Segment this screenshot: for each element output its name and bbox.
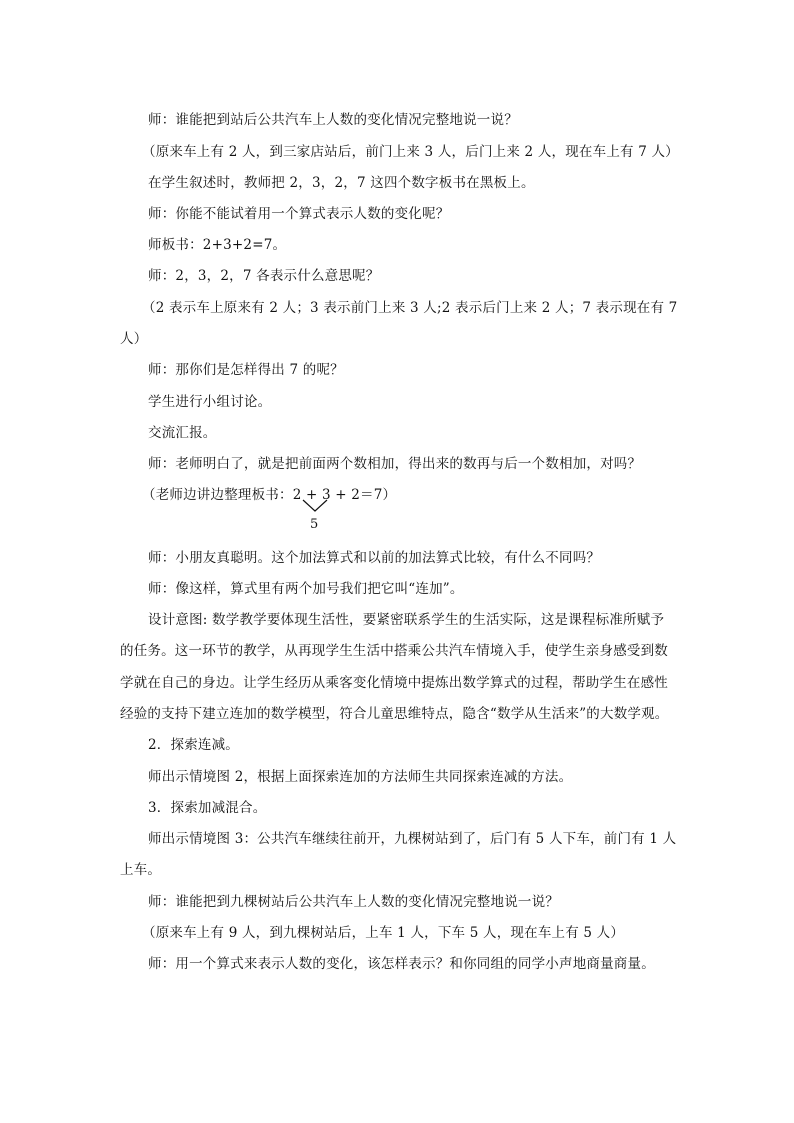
paragraph-line: 师：谁能把到九棵树站后公共汽车上人数的变化情况完整地说一说？ bbox=[148, 894, 559, 910]
paragraph-line: 师：那你们是怎样得出 7 的呢？ bbox=[148, 362, 344, 378]
paragraph-line: 师：2，3，2，7 各表示什么意思呢？ bbox=[148, 268, 380, 284]
paragraph-line: 师：像这样，算式里有两个加号我们把它叫“连加”。 bbox=[148, 581, 464, 597]
paragraph-line: （原来车上有 9 人，到九棵树站后，上车 1 人，下车 5 人，现在车上有 5 人） bbox=[142, 925, 625, 941]
section-heading: 2．探索连减。 bbox=[148, 737, 239, 753]
paragraph-line: 的任务。这一环节的教学，从再现学生生活中搭乘公共汽车情境入手，使学生亲身感受到数 bbox=[120, 643, 668, 659]
paragraph-line: 经验的支持下建立连加的数学模型，符合儿童思维特点，隐含“数学从生活来”的大数学观。 bbox=[120, 706, 669, 722]
paragraph-line: 师板书：2+3+2=7。 bbox=[148, 237, 287, 253]
board-writing-line: （老师边讲边整理板书：2 + 3 + 2＝7） bbox=[142, 487, 397, 503]
paragraph-line: （原来车上有 2 人，到三家店站后，前门上来 3 人，后门上来 2 人，现在车上有 7 人） bbox=[142, 144, 679, 160]
paragraph-line: （2 表示车上原来有 2 人；3 表示前门上来 3 人;2 表示后门上来 2 人；7 表示现在有 7 bbox=[142, 300, 678, 316]
paragraph-line: 交流汇报。 bbox=[148, 425, 217, 441]
paragraph-line: 师：用一个算式来表示人数的变化，该怎样表示？和你同组的同学小声地商量商量。 bbox=[148, 956, 655, 972]
paragraph-line: 师出示情境图 2，根据上面探索连加的方法师生共同探索连减的方法。 bbox=[148, 769, 573, 785]
paragraph-line: 设计意图: 数学教学要体现生活性，要紧密联系学生的生活实际，这是课程标准所赋予 bbox=[148, 612, 665, 628]
paragraph-line: 师出示情境图 3：公共汽车继续往前开，九棵树站到了，后门有 5 人下车，前门有 1 人 bbox=[148, 831, 677, 847]
section-heading: 3．探索加减混合。 bbox=[148, 800, 267, 816]
paragraph-line: 师：谁能把到站后公共汽车上人数的变化情况完整地说一说？ bbox=[148, 112, 518, 128]
paragraph-line: 学就在自己的身边。让学生经历从乘客变化情境中提炼出数学算式的过程，帮助学生在感性 bbox=[120, 675, 668, 691]
paragraph-line: 上车。 bbox=[120, 862, 162, 878]
paragraph-line: 学生进行小组讨论。 bbox=[148, 394, 272, 410]
paragraph-line: 师：老师明白了，就是把前面两个数相加，得出来的数再与后一个数相加，对吗？ bbox=[148, 456, 642, 472]
partial-sum-label: 5 bbox=[310, 517, 319, 532]
paragraph-line: 人） bbox=[120, 331, 148, 347]
paragraph-line: 师：你能不能试着用一个算式表示人数的变化呢？ bbox=[148, 206, 450, 222]
paragraph-line: 师：小朋友真聪明。这个加法算式和以前的加法算式比较，有什么不同吗？ bbox=[148, 550, 601, 566]
sum-bracket-icon bbox=[302, 499, 328, 513]
paragraph-line: 在学生叙述时，教师把 2，3，2，7 这四个数字板书在黑板上。 bbox=[148, 175, 535, 191]
